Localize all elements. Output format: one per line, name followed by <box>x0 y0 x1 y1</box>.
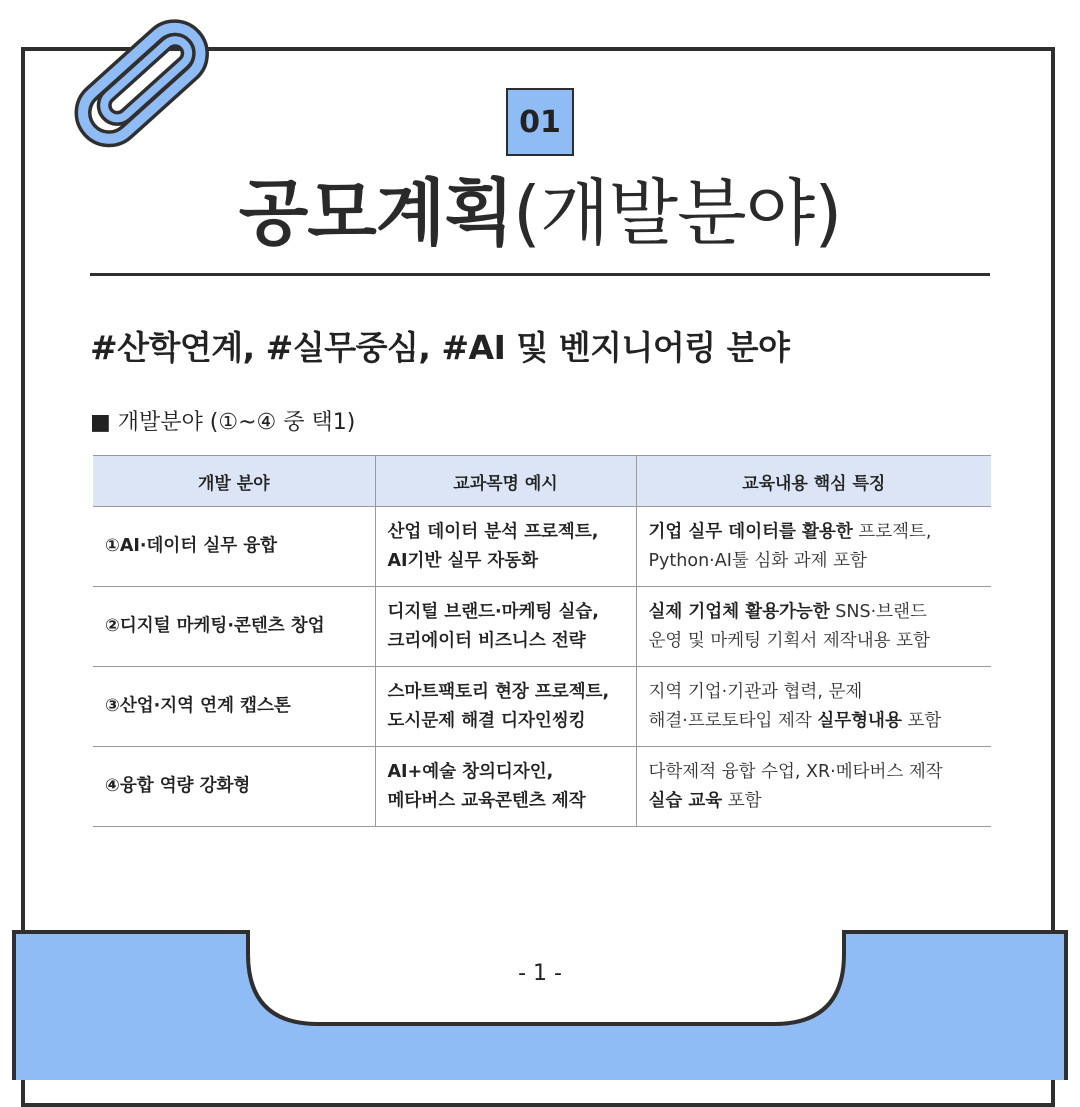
course-line: AI+예술 창의디자인, <box>387 761 554 782</box>
feature-text: 해결·프로토타입 제작 <box>648 710 818 731</box>
course-cell <box>375 747 636 827</box>
section-label: ■ 개발분야 (①~④ 중 택1) <box>90 410 356 435</box>
feature-line <box>649 598 980 627</box>
feature-cell <box>636 747 991 827</box>
course-line: 메타버스 교육콘텐츠 제작 <box>387 790 586 811</box>
table-header-row <box>93 456 991 507</box>
header-feature: 교육내용 핵심 특징 <box>636 456 991 507</box>
feature-bold: 실제 기업체 활용가능한 <box>648 601 830 622</box>
course-line: 도시문제 해결 디자인씽킹 <box>387 710 586 731</box>
feature-cell <box>636 587 991 667</box>
course-line: AI기반 실무 자동화 <box>387 550 539 571</box>
course-line: 스마트팩토리 현장 프로젝트, <box>387 681 610 702</box>
feature-text: 다학제적 융합 수업, XR·메타버스 제작 <box>648 761 943 782</box>
feature-bold: 기업 실무 데이터를 활용한 <box>648 521 853 542</box>
footer-tab-band <box>0 924 1080 1080</box>
table-row <box>93 747 991 827</box>
feature-line <box>649 547 980 576</box>
section-number-badge: 01 <box>506 88 574 156</box>
feature-line <box>649 707 980 736</box>
feature-text: 포함 <box>722 790 762 811</box>
feature-text: 프로젝트, <box>852 521 932 542</box>
paperclip-icon <box>66 14 216 154</box>
course-cell <box>375 587 636 667</box>
area-cell: ②디지털 마케팅·콘텐츠 창업 <box>93 587 375 667</box>
feature-cell <box>636 507 991 587</box>
feature-line <box>649 787 980 816</box>
table-row <box>93 587 991 667</box>
course-cell <box>375 507 636 587</box>
feature-bold: 실무형내용 <box>817 710 902 731</box>
course-line: 디지털 브랜드·마케팅 실습, <box>387 601 599 622</box>
hashtags: #산학연계, #실무중심, #AI 및 벤지니어링 분야 <box>90 328 790 367</box>
page-number: - 1 - <box>518 961 562 986</box>
header-area: 개발 분야 <box>93 456 375 507</box>
feature-line <box>649 758 980 787</box>
area-cell: ④융합 역량 강화형 <box>93 747 375 827</box>
feature-bold: 실습 교육 <box>648 790 723 811</box>
feature-line <box>649 678 980 707</box>
feature-line <box>649 518 980 547</box>
feature-line <box>649 627 980 656</box>
feature-text: Python·AI툴 심화 과제 포함 <box>648 550 867 571</box>
title-divider <box>90 273 990 276</box>
course-line: 산업 데이터 분석 프로젝트, <box>387 521 599 542</box>
title-main: 공모계획 <box>238 171 513 255</box>
area-cell: ①AI·데이터 실무 융합 <box>93 507 375 587</box>
feature-cell <box>636 667 991 747</box>
title-sub: (개발분야) <box>512 171 842 255</box>
feature-text: 포함 <box>901 710 942 731</box>
course-cell <box>375 667 636 747</box>
course-line: 크리에이터 비즈니스 전략 <box>387 630 586 651</box>
page-title <box>0 168 1080 258</box>
development-area-table <box>93 455 991 827</box>
table-row <box>93 667 991 747</box>
header-course: 교과목명 예시 <box>375 456 636 507</box>
feature-text: 지역 기업·기관과 협력, 문제 <box>648 681 863 702</box>
feature-text: 운영 및 마케팅 기획서 제작내용 포함 <box>648 630 930 651</box>
table-row <box>93 507 991 587</box>
feature-text: SNS·브랜드 <box>829 601 927 622</box>
area-cell: ③산업·지역 연계 캡스톤 <box>93 667 375 747</box>
